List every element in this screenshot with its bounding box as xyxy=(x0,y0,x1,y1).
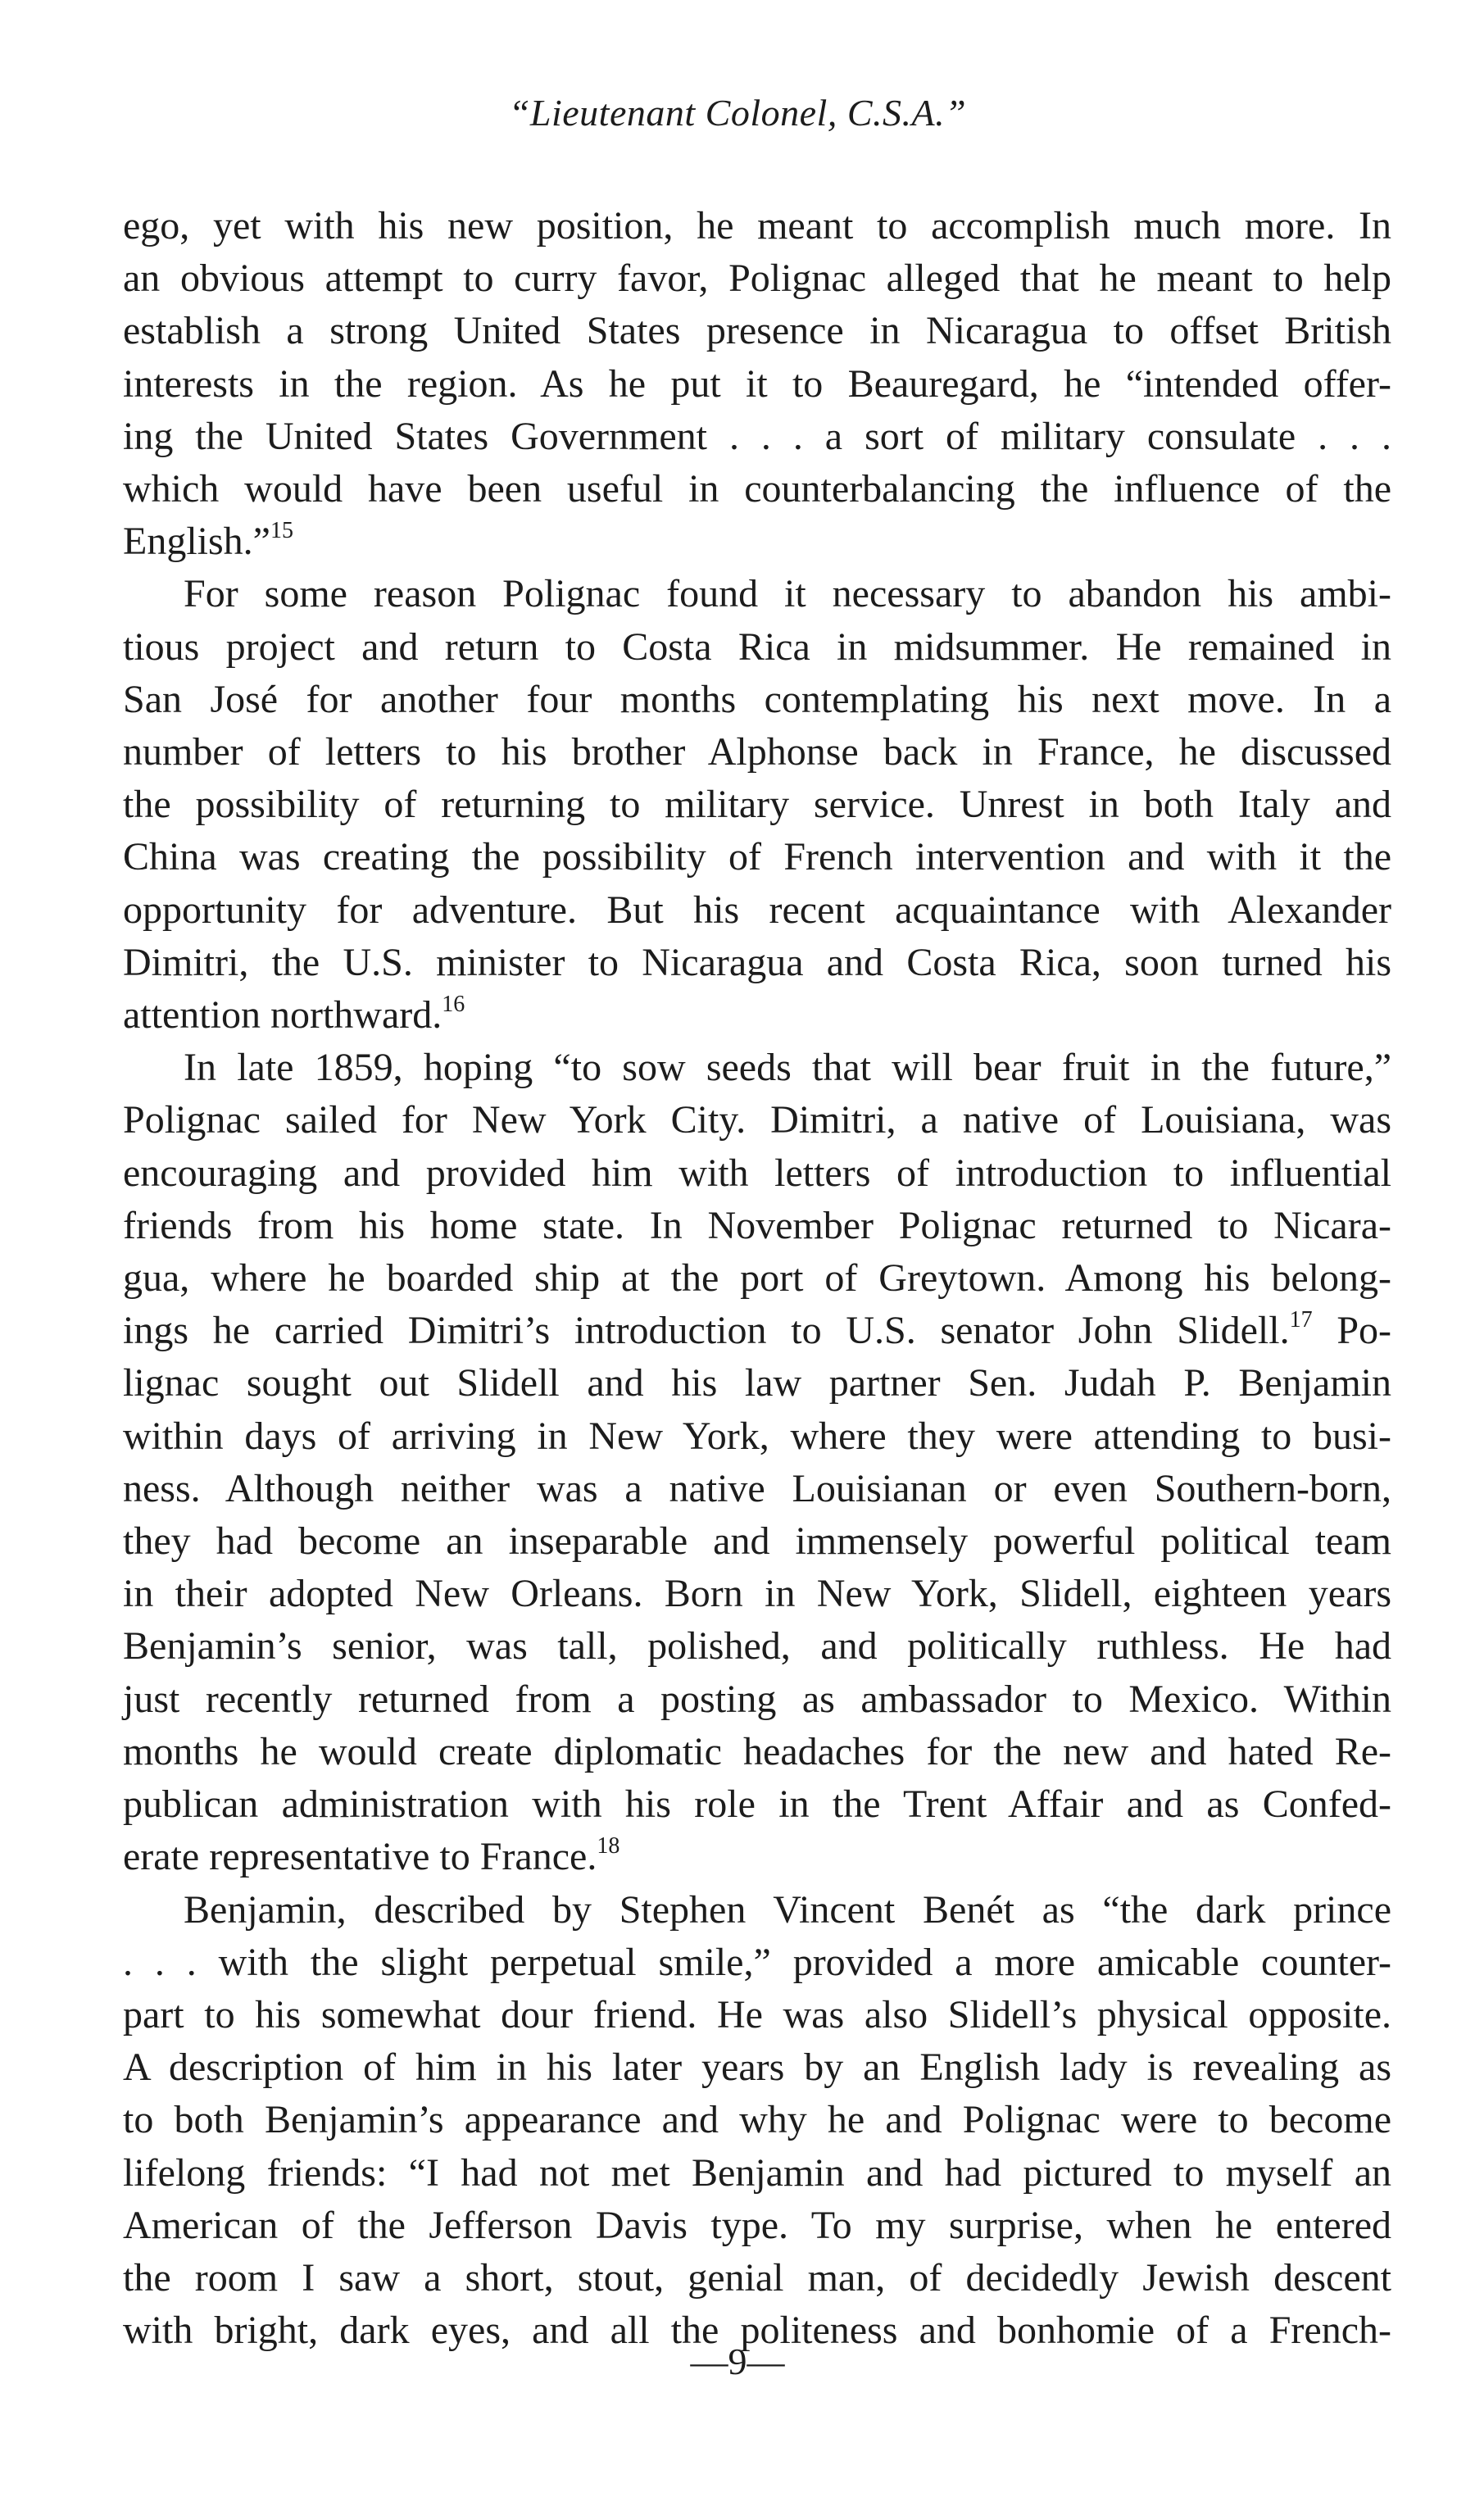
footnote-marker: 18 xyxy=(597,1833,620,1859)
text-line xyxy=(123,2094,1391,2146)
line-text: ness. Although neither was a native Louisianan or even Southern-born, xyxy=(123,1466,1391,1510)
page-number: —9— xyxy=(690,2341,785,2382)
text-line xyxy=(123,621,1391,674)
line-text: lignac sought out Slidell and his law partner Sen. Judah P. Benjamin xyxy=(123,1361,1391,1405)
text-line xyxy=(123,1410,1391,1463)
text-line xyxy=(123,1200,1391,1252)
footnote-marker: 16 xyxy=(442,992,465,1018)
line-text: gua, where he boarded ship at the port of Greytown. Among his belong- xyxy=(123,1256,1391,1301)
line-text: A description of him in his later years by an English lady is revealing as xyxy=(123,2046,1391,2090)
text-line xyxy=(123,200,1391,252)
text-line xyxy=(123,305,1391,357)
text-line xyxy=(123,411,1391,463)
line-text-after-note: Po- xyxy=(1312,1309,1392,1353)
line-text: Polignac sailed for New York City. Dimitri, a native of Louisiana, was xyxy=(123,1098,1391,1142)
line-text: an obvious attempt to curry favor, Polignac alleged that he meant to help xyxy=(123,257,1391,301)
text-line xyxy=(123,568,1391,620)
text-line xyxy=(123,779,1391,831)
line-text: publican administration with his role in the Trent Affair and as Confed- xyxy=(123,1782,1391,1827)
text-line xyxy=(123,1620,1391,1673)
line-text: English.” xyxy=(123,520,270,564)
paragraph xyxy=(123,1042,1391,1883)
running-head-title: “Lieutenant Colonel, C.S.A.” xyxy=(508,92,967,134)
text-line xyxy=(123,831,1391,883)
text-line xyxy=(123,1568,1391,1620)
line-text: tious project and return to Costa Rica in midsummer. He remained in xyxy=(123,624,1391,669)
line-text: part to his somewhat dour friend. He was also Slidell’s physical opposite. xyxy=(123,1992,1391,2036)
line-text: lifelong friends: “I had not met Benjamin and had pictured to myself an xyxy=(123,2150,1391,2195)
line-text: establish a strong United States presence in Nicaragua to offset British xyxy=(123,309,1391,353)
line-text: For some reason Polignac found it necessary to abandon his ambi- xyxy=(184,572,1391,616)
text-line xyxy=(123,2200,1391,2252)
line-text: the possibility of returning to military service. Unrest in both Italy and xyxy=(123,783,1391,827)
footnote-marker: 17 xyxy=(1289,1307,1313,1333)
line-text: In late 1859, hoping “to sow seeds that will bear fruit in the future,” xyxy=(184,1046,1391,1090)
line-text: encouraging and provided him with letters of introduction to influential xyxy=(123,1151,1391,1195)
text-line xyxy=(123,1042,1391,1094)
line-text: the room I saw a short, stout, genial man, of decidedly Jewish descent xyxy=(123,2255,1391,2300)
text-line xyxy=(123,674,1391,726)
line-text: interests in the region. As he put it to Beauregard, he “intended offer- xyxy=(123,361,1391,406)
line-text: attention northward. xyxy=(123,993,442,1038)
text-line xyxy=(123,1831,1391,1883)
paragraph xyxy=(123,568,1391,1042)
text-line xyxy=(123,2252,1391,2304)
text-line xyxy=(123,2041,1391,2094)
line-text: China was creating the possibility of French intervention and with it the xyxy=(123,835,1391,879)
text-line xyxy=(123,1515,1391,1568)
text-line xyxy=(123,726,1391,779)
text-line xyxy=(123,884,1391,937)
line-text: just recently returned from a posting as ambassador to Mexico. Within xyxy=(123,1677,1391,1721)
line-text: they had become an inseparable and immensely powerful political team xyxy=(123,1519,1391,1564)
line-text: in their adopted New Orleans. Born in New York, Slidell, eighteen years xyxy=(123,1572,1391,1616)
text-line xyxy=(123,1673,1391,1726)
text-line xyxy=(123,1147,1391,1200)
line-text: within days of arriving in New York, where they were attending to busi- xyxy=(123,1414,1391,1458)
text-line xyxy=(123,937,1391,989)
text-line xyxy=(123,1252,1391,1305)
text-line xyxy=(123,515,1391,568)
line-text: friends from his home state. In November Polignac returned to Nicara- xyxy=(123,1203,1391,1247)
line-text: erate representative to France. xyxy=(123,1835,597,1879)
line-text: ego, yet with his new position, he meant to accomplish much more. In xyxy=(123,204,1391,247)
text-line xyxy=(123,1357,1391,1410)
text-line xyxy=(123,1989,1391,2041)
text-line xyxy=(123,1884,1391,1937)
text-line xyxy=(123,2147,1391,2200)
text-line xyxy=(123,252,1391,305)
text-line xyxy=(123,463,1391,515)
text-line xyxy=(123,1094,1391,1146)
line-text: Benjamin, described by Stephen Vincent Benét as “the dark prince xyxy=(184,1887,1391,1932)
line-text: American of the Jefferson Davis type. To my surprise, when he entered xyxy=(123,2203,1391,2247)
line-text: Dimitri, the U.S. minister to Nicaragua and Costa Rica, soon turned his xyxy=(123,940,1391,984)
line-text: which would have been useful in counterbalancing the influence of the xyxy=(123,467,1391,511)
paragraph xyxy=(123,200,1391,568)
text-line xyxy=(123,1937,1391,1989)
body-text xyxy=(123,200,1391,2357)
line-text: with bright, dark eyes, and all the politeness and bonhomie of a French- xyxy=(123,2309,1391,2353)
footnote-marker: 15 xyxy=(270,518,293,544)
text-line xyxy=(123,1305,1391,1357)
text-line xyxy=(123,989,1391,1042)
line-text: ings he carried Dimitri’s introduction to U.S. senator John Slidell. xyxy=(123,1309,1290,1353)
text-line xyxy=(123,1778,1391,1831)
line-text: to both Benjamin’s appearance and why he and Polignac were to become xyxy=(123,2098,1391,2142)
text-line xyxy=(123,1726,1391,1778)
line-text: number of letters to his brother Alphonse back in France, he discussed xyxy=(123,730,1391,774)
line-text: . . . with the slight perpetual smile,” provided a more amicable counter- xyxy=(123,1940,1391,1984)
line-text: ing the United States Government . . . a sort of military consulate . . . xyxy=(123,414,1391,458)
line-text: Benjamin’s senior, was tall, polished, and politically ruthless. He had xyxy=(123,1624,1391,1669)
line-text: San José for another four months contemplating his next move. In a xyxy=(123,677,1391,721)
line-text: opportunity for adventure. But his recent acquaintance with Alexander xyxy=(123,888,1391,932)
text-line xyxy=(123,358,1391,411)
line-text: months he would create diplomatic headaches for the new and hated Re- xyxy=(123,1729,1391,1773)
paragraph xyxy=(123,1884,1391,2358)
text-line xyxy=(123,1463,1391,1515)
